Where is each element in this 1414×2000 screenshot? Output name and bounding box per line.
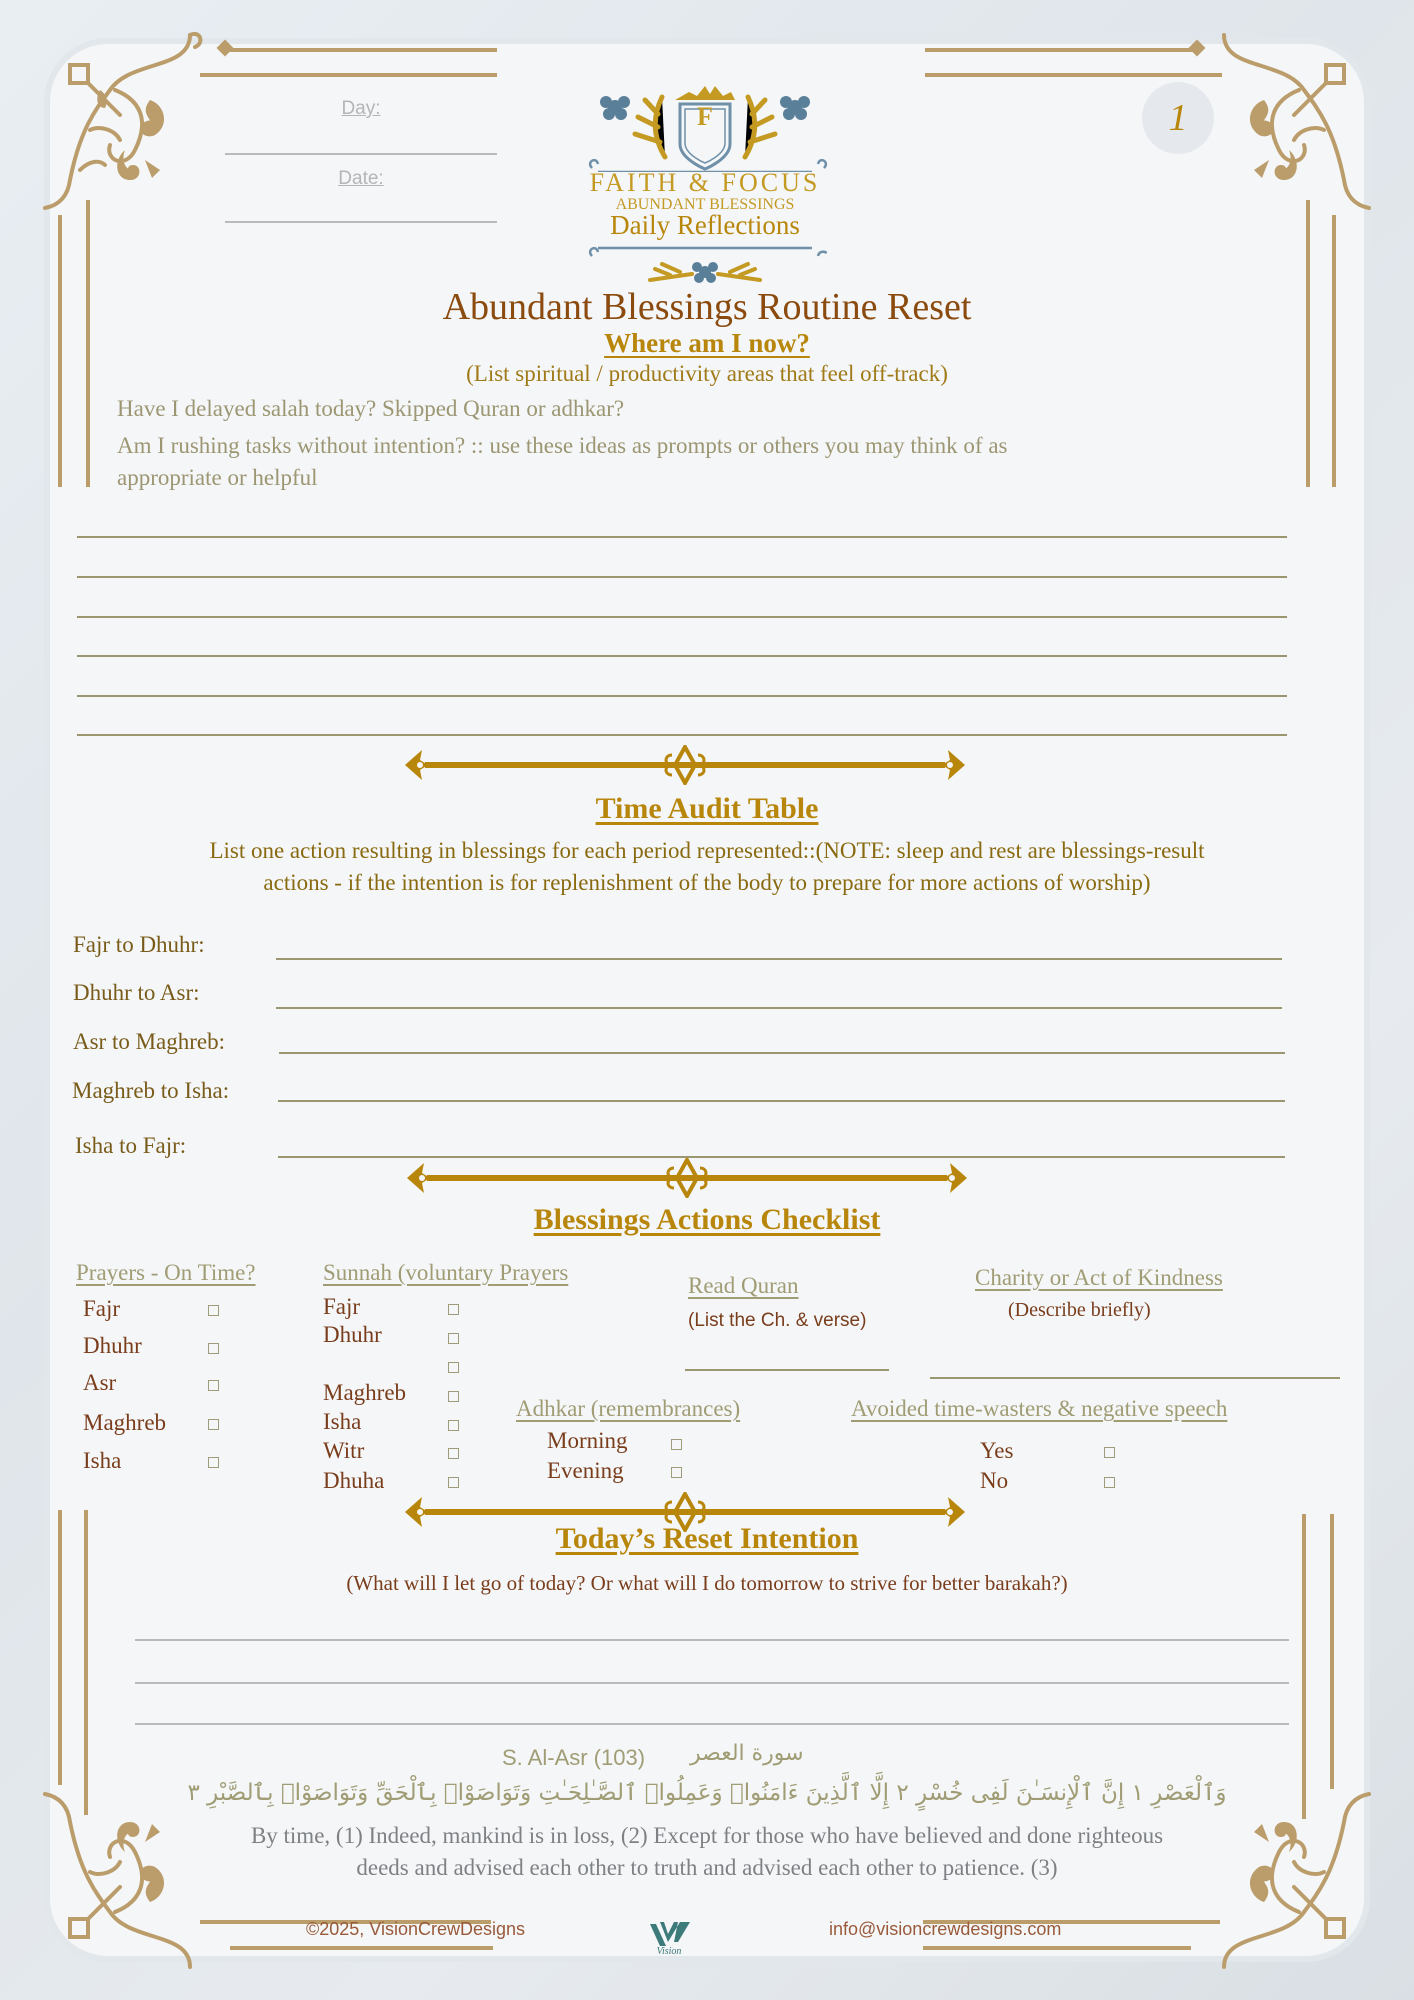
border-line <box>1302 1514 1306 1819</box>
sunnah-label-dhuha: Dhuha <box>323 1468 385 1493</box>
corner-ornament-top-right-icon <box>1194 30 1374 230</box>
sunnah-checkbox-unlabeled[interactable] <box>448 1362 459 1373</box>
corner-ornament-top-left-icon <box>40 30 220 230</box>
period-input-dhuhr-asr[interactable] <box>276 1007 1282 1009</box>
writing-line[interactable] <box>77 536 1287 538</box>
writing-line[interactable] <box>77 734 1287 736</box>
sunnah-label-dhuhr: Dhuhr <box>323 1322 382 1347</box>
avoided-label-yes: Yes <box>980 1438 1014 1463</box>
period-label-maghreb-isha: Maghreb to Isha: <box>72 1078 230 1103</box>
prompt-2-line-1: Am I rushing tasks without intention? :: use these ideas as prompts or others you may think of as <box>117 433 1008 458</box>
writing-line[interactable] <box>77 616 1287 618</box>
ornamental-divider-icon <box>400 745 970 785</box>
period-label-dhuhr-asr: Dhuhr to Asr: <box>73 980 200 1005</box>
page-title: Abundant Blessings Routine Reset <box>442 286 972 328</box>
writing-line[interactable] <box>77 655 1287 657</box>
surah-translation-2: deeds and advised each other to truth and advised each other to patience. (3) <box>356 1855 1058 1880</box>
footer-email[interactable]: info@visioncrewdesigns.com <box>829 1919 1062 1939</box>
day-label: Day: <box>341 98 381 119</box>
period-label-asr-maghreb: Asr to Maghreb: <box>73 1029 226 1054</box>
avoided-label-no: No <box>980 1468 1009 1493</box>
border-line <box>923 1946 1191 1950</box>
prayer-checkbox-dhuhr[interactable] <box>208 1343 219 1354</box>
sunnah-label-isha: Isha <box>323 1409 362 1434</box>
crest-letter: F <box>697 102 713 131</box>
reset-intention-subheading: (What will I let go of today? Or what will I do tomorrow to strive for better barakah?) <box>346 1571 1068 1595</box>
read-quran-input-line[interactable] <box>685 1369 889 1371</box>
read-quran-heading: Read Quran <box>688 1273 799 1298</box>
prayer-label-isha: Isha <box>83 1448 122 1473</box>
intention-writing-line[interactable] <box>135 1682 1289 1684</box>
prayer-label-dhuhr: Dhuhr <box>83 1333 142 1358</box>
prayers-heading: Prayers - On Time? <box>76 1260 256 1285</box>
visioncrew-logo-icon <box>646 1918 692 1948</box>
prayer-checkbox-asr[interactable] <box>208 1380 219 1391</box>
logo-line-3: Daily Reflections <box>610 210 800 240</box>
writing-line[interactable] <box>77 695 1287 697</box>
prayer-checkbox-isha[interactable] <box>208 1457 219 1468</box>
time-audit-instruction-2: actions - if the intention is for replenishment of the body to prepare for more actions of worship) <box>263 870 1151 895</box>
sunnah-checkbox-witr[interactable] <box>448 1448 459 1459</box>
surah-arabic-text: وَٱلْعَصْرِ ١ إِنَّ ٱلْإِنسَـٰنَ لَفِى خُسْرٍ ٢ إِلَّا ٱلَّذِينَ ءَامَنُوا۟ وَعَمِلُوا۟ ٱلصَّـٰلِحَـٰتِ وَتَوَاصَوْا۟ بِٱلْحَقِّ وَتَوَاصَوْا۟ بِٱلصَّبْرِ ٣ <box>187 1780 1227 1806</box>
adhkar-label-evening: Evening <box>547 1458 624 1483</box>
logo-line-2: ABUNDANT BLESSINGS <box>615 196 795 213</box>
adhkar-heading: Adhkar (remembrances) <box>516 1396 741 1421</box>
where-am-i-heading: Where am I now? <box>604 328 810 358</box>
avoided-checkbox-no[interactable] <box>1104 1477 1115 1488</box>
sunnah-label-maghreb: Maghreb <box>323 1380 407 1405</box>
sunnah-checkbox-dhuhr[interactable] <box>448 1333 459 1344</box>
period-label-fajr-dhuhr: Fajr to Dhuhr: <box>73 932 205 957</box>
date-input-line[interactable] <box>225 221 497 223</box>
charity-note: (Describe briefly) <box>1008 1299 1151 1321</box>
prompt-1: Have I delayed salah today? Skipped Quran or adhkar? <box>117 396 625 421</box>
border-line <box>925 73 1222 77</box>
prayer-checkbox-maghreb[interactable] <box>208 1419 219 1430</box>
prayer-label-fajr: Fajr <box>83 1296 121 1321</box>
sunnah-checkbox-fajr[interactable] <box>448 1304 459 1315</box>
time-audit-instruction-1: List one action resulting in blessings for each period represented::(NOTE: sleep and rest are blessings-result <box>209 838 1205 863</box>
intention-writing-line[interactable] <box>135 1723 1289 1725</box>
adhkar-checkbox-evening[interactable] <box>671 1467 682 1478</box>
sunnah-checkbox-dhuha[interactable] <box>448 1477 459 1488</box>
sunnah-label-fajr: Fajr <box>323 1294 361 1319</box>
border-line <box>200 73 497 77</box>
faith-focus-logo <box>580 72 830 287</box>
read-quran-note: (List the Ch. & verse) <box>688 1310 867 1331</box>
logo-bottom-flourish-icon <box>580 242 830 287</box>
period-input-fajr-dhuhr[interactable] <box>276 958 1282 960</box>
ornamental-divider-icon <box>402 1158 972 1198</box>
page-number-badge: 1 <box>1142 82 1214 154</box>
border-line <box>925 48 1193 52</box>
sunnah-label-witr: Witr <box>323 1438 365 1463</box>
prayer-label-maghreb: Maghreb <box>83 1410 167 1435</box>
period-input-asr-maghreb[interactable] <box>279 1052 1285 1054</box>
period-label-isha-fajr: Isha to Fajr: <box>75 1133 187 1158</box>
where-am-i-subheading: (List spiritual / productivity areas that feel off-track) <box>466 361 948 386</box>
border-line <box>230 48 497 52</box>
prayer-checkbox-fajr[interactable] <box>208 1305 219 1316</box>
avoided-heading: Avoided time-wasters & negative speech <box>851 1396 1228 1421</box>
charity-input-line[interactable] <box>930 1377 1340 1379</box>
day-input-line[interactable] <box>225 153 497 155</box>
surah-title-ar: سورة العصر <box>690 1741 804 1766</box>
visioncrew-logo-text: Vision <box>656 1946 682 1957</box>
avoided-checkbox-yes[interactable] <box>1104 1447 1115 1458</box>
checklist-heading: Blessings Actions Checklist <box>533 1203 881 1236</box>
reset-intention-heading: Today’s Reset Intention <box>555 1522 859 1555</box>
intention-writing-line[interactable] <box>135 1639 1289 1641</box>
prompt-2-line-2: appropriate or helpful <box>117 465 318 490</box>
footer-copyright: ©2025, VisionCrewDesigns <box>306 1919 526 1939</box>
sunnah-checkbox-isha[interactable] <box>448 1420 459 1431</box>
date-label: Date: <box>338 168 384 189</box>
period-input-maghreb-isha[interactable] <box>278 1100 1285 1102</box>
time-audit-heading: Time Audit Table <box>595 792 819 825</box>
logo-line-1: FAITH & FOCUS <box>589 168 821 197</box>
surah-title-en: S. Al-Asr (103) <box>502 1745 646 1770</box>
surah-translation-1: By time, (1) Indeed, mankind is in loss, (2) Except for those who have believed and done righteous <box>250 1823 1164 1848</box>
charity-heading: Charity or Act of Kindness <box>975 1265 1223 1290</box>
sunnah-heading: Sunnah (voluntary Prayers <box>323 1260 569 1285</box>
adhkar-checkbox-morning[interactable] <box>671 1439 682 1450</box>
writing-line[interactable] <box>77 576 1287 578</box>
visioncrew-logo <box>646 1918 692 1960</box>
sunnah-checkbox-maghreb[interactable] <box>448 1391 459 1402</box>
prayer-label-asr: Asr <box>83 1370 117 1395</box>
border-line <box>230 1946 493 1950</box>
adhkar-label-morning: Morning <box>547 1428 628 1453</box>
